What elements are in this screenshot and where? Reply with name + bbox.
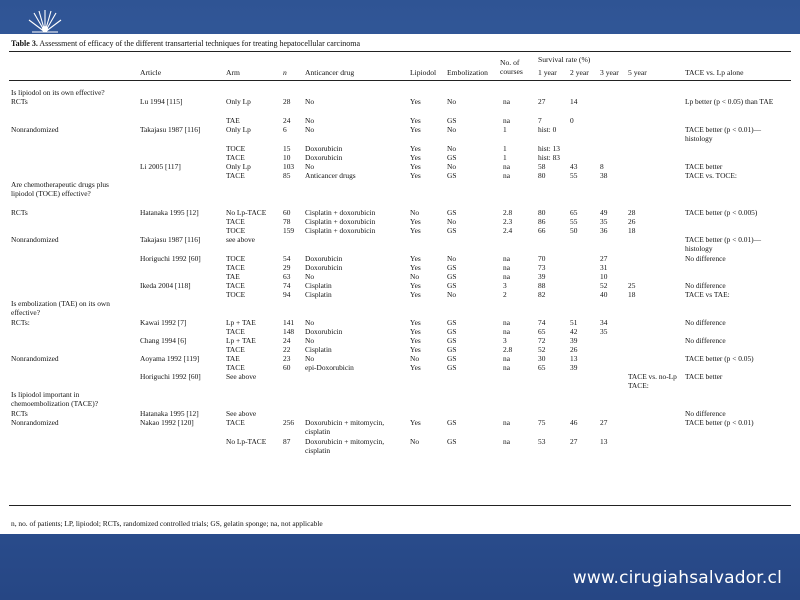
table-cell-arm: Lp + TAE (226, 318, 256, 327)
table-cell-y3: 31 (600, 263, 608, 272)
table-cell-n: 63 (283, 272, 291, 281)
table-cell-y3: 35 (600, 217, 608, 226)
table-cell-y1: 86 (538, 217, 546, 226)
table-cell-arm: TOCE (226, 290, 246, 299)
n-header: n (283, 68, 287, 77)
table-cell-y3: 27 (600, 254, 608, 263)
table-cell-y1: 53 (538, 437, 546, 446)
table-cell-lip: Yes (410, 171, 421, 180)
table-cell-courses: na (503, 272, 510, 281)
table-cell-courses: na (503, 116, 510, 125)
table-cell-n: 10 (283, 153, 291, 162)
table-title: Assessment of efficacy of the different transarterial techniques for treating hepatocellular carcinoma (39, 39, 361, 48)
table-cell-lip: No (410, 208, 420, 217)
header-rule (9, 80, 791, 81)
table-cell-y2: 42 (570, 327, 578, 336)
table-cell-n: 29 (283, 263, 291, 272)
table-cell-lip: Yes (410, 162, 421, 171)
table-cell-arm: TAE (226, 116, 240, 125)
bottom-rule (9, 505, 791, 506)
table-cell-emb: GS (447, 208, 457, 217)
table-cell-arm: TACE (226, 171, 245, 180)
table-cell-y1: 70 (538, 254, 546, 263)
table-cell-y5: 25 (628, 281, 636, 290)
table-cell-courses: 1 (503, 144, 507, 153)
table-cell-courses: 3 (503, 281, 507, 290)
table-cell-drug: No (305, 272, 315, 281)
table-cell-n: 54 (283, 254, 291, 263)
table-cell-conclusion: TACE vs. TOCE: (685, 171, 737, 180)
table-cell-arm: TOCE (226, 254, 246, 263)
table-cell-lip: Yes (410, 345, 421, 354)
table-cell-lip: Yes (410, 336, 421, 345)
table-cell-drug: Cisplatin + doxorubicin (305, 226, 376, 235)
top-rule (9, 51, 791, 52)
table-cell-drug: No (305, 97, 315, 106)
table-cell-emb: No (447, 217, 457, 226)
table-cell-conclusion: No difference (685, 409, 726, 418)
table-cell-y3: 27 (600, 418, 608, 427)
table-cell-y1: 65 (538, 363, 546, 372)
table-cell-y3: 49 (600, 208, 608, 217)
table-cell-lip: Yes (410, 263, 421, 272)
table-cell-n: 141 (283, 318, 295, 327)
table-cell-conclusion: TACE vs TAE: (685, 290, 730, 299)
table-cell-arm: TACE (226, 363, 245, 372)
table-cell-emb: GS (447, 116, 457, 125)
table-cell-lip: Yes (410, 418, 421, 427)
table-cell-y1: 88 (538, 281, 546, 290)
article-header: Article (140, 68, 162, 77)
table-cell-lip: Yes (410, 153, 421, 162)
table-cell-arm: No Lp-TACE (226, 208, 267, 217)
table-cell-y5: 18 (628, 290, 636, 299)
table-cell-arm: TACE (226, 345, 245, 354)
table-cell-y1: 82 (538, 290, 546, 299)
table-cell-article: Horiguchi 1992 [60] (140, 372, 201, 381)
table-cell-emb: GS (447, 226, 457, 235)
table-cell-y1: 27 (538, 97, 546, 106)
table-cell-design: Nonrandomized (11, 235, 59, 244)
table-cell-conclusion: TACE better (p < 0.01)—histology (685, 125, 762, 144)
table-cell-emb: No (447, 162, 457, 171)
table-cell-n: 94 (283, 290, 291, 299)
table-cell-y3: 52 (600, 281, 608, 290)
table-cell-lip: Yes (410, 281, 421, 290)
table-cell-article: Kawai 1992 [7] (140, 318, 187, 327)
table-cell-design: RCTs (11, 97, 28, 106)
table-cell-drug: epi-Doxorubicin (305, 363, 354, 372)
table-cell-emb: GS (447, 336, 457, 345)
table-cell-conclusion: TACE better (685, 162, 723, 171)
table-cell-article: Hatanaka 1995 [12] (140, 409, 199, 418)
table-cell-drug: No (305, 125, 315, 134)
table-cell-courses: na (503, 263, 510, 272)
table-cell-article: Aoyama 1992 [119] (140, 354, 200, 363)
table-cell-courses: na (503, 354, 510, 363)
table-cell-lip: Yes (410, 290, 421, 299)
table-cell-emb: GS (447, 318, 457, 327)
table-cell-y1: 65 (538, 327, 546, 336)
table-cell-drug: Doxorubicin + mitomycin, cisplatin (305, 437, 385, 456)
table-cell-y3: 38 (600, 171, 608, 180)
table-cell-courses: 2.3 (503, 217, 513, 226)
table-cell-courses: na (503, 97, 510, 106)
table-cell-y1: 73 (538, 263, 546, 272)
table-cell-y2: 55 (570, 217, 578, 226)
table-cell-drug: Doxorubicin (305, 153, 343, 162)
table-cell-y5: 18 (628, 226, 636, 235)
year5-header: 5 year (628, 68, 647, 77)
table-cell-y2: 39 (570, 336, 578, 345)
table-cell-y1: hist: 13 (538, 144, 560, 153)
table-cell-drug: Cisplatin (305, 281, 332, 290)
arm-header: Arm (226, 68, 240, 77)
table-cell-arm: TAE (226, 272, 240, 281)
table-cell-n: 148 (283, 327, 295, 336)
table-cell-conclusion: TACE better (685, 372, 723, 381)
table-cell-conclusion: TACE better (p < 0.05) (685, 354, 754, 363)
table-cell-emb: GS (447, 171, 457, 180)
table-cell-y2: 43 (570, 162, 578, 171)
table-cell-article: Nakao 1992 [120] (140, 418, 194, 427)
table-cell-design: RCTs (11, 208, 28, 217)
table-cell-emb: GS (447, 272, 457, 281)
lipiodol-header: Lipiodol (410, 68, 437, 77)
table-cell-y2: 50 (570, 226, 578, 235)
table-cell-arm: Only Lp (226, 125, 251, 134)
table-cell-n: 24 (283, 336, 291, 345)
table-cell-y2: 65 (570, 208, 578, 217)
table-cell-y2: 46 (570, 418, 578, 427)
survival-group-header: Survival rate (%) (538, 55, 591, 64)
table-cell-arm: Lp + TAE (226, 336, 256, 345)
table-cell-design: Nonrandomized (11, 354, 59, 363)
table-cell-y3: 36 (600, 226, 608, 235)
table-cell-courses: 1 (503, 153, 507, 162)
table-cell-conclusion: TACE better (p < 0.01) (685, 418, 754, 427)
table-cell-y2: 55 (570, 171, 578, 180)
table-cell-conclusion: TACE better (p < 0.005) (685, 208, 758, 217)
table-cell-emb: No (447, 144, 457, 153)
table-cell-conclusion: No difference (685, 318, 726, 327)
table-cell-drug: No (305, 354, 315, 363)
table-cell-conclusion: No difference (685, 281, 726, 290)
table-cell-y2: 39 (570, 363, 578, 372)
footer-url: www.cirugiahsalvador.cl (572, 568, 782, 588)
table-cell-y2: 26 (570, 345, 578, 354)
table-footnote: n, no. of patients; LP, lipiodol; RCTs, randomized controlled trials; GS, gelatin sponge; na, not applicable (11, 519, 323, 528)
table-cell-design: RCTs: (11, 318, 30, 327)
table-cell-conclusion: Lp better (p < 0.05) than TAE (685, 97, 774, 106)
table-cell-y3: 13 (600, 437, 608, 446)
courses-header: No. of courses (500, 58, 523, 76)
table-cell-article: Takajasu 1987 [116] (140, 125, 201, 134)
table-cell-design: Nonrandomized (11, 418, 59, 427)
table-cell-n: 6 (283, 125, 287, 134)
table-cell-courses: na (503, 254, 510, 263)
table-cell-y1: hist: 83 (538, 153, 560, 162)
table-cell-y1: 80 (538, 171, 546, 180)
table-cell-lip: No (410, 354, 420, 363)
table-cell-emb: GS (447, 363, 457, 372)
drug-header: Anticancer drug (305, 68, 355, 77)
table-cell-y1: 80 (538, 208, 546, 217)
table-cell-y5: 28 (628, 208, 636, 217)
table-cell-arm: See above (226, 409, 257, 418)
table-cell-arm: TAE (226, 354, 240, 363)
table-cell-lip: Yes (410, 125, 421, 134)
table-cell-y1: 74 (538, 318, 546, 327)
table-cell-emb: No (447, 97, 457, 106)
table-cell-drug: Cisplatin + doxorubicin (305, 217, 376, 226)
table-cell-arm: TACE (226, 153, 245, 162)
table-cell-lip: Yes (410, 327, 421, 336)
table-cell-y3: 10 (600, 272, 608, 281)
table-cell-lip: Yes (410, 363, 421, 372)
table-cell-n: 159 (283, 226, 295, 235)
table-cell-drug: No (305, 116, 315, 125)
table-cell-emb: GS (447, 281, 457, 290)
table-cell-y3: 35 (600, 327, 608, 336)
table-cell-courses: 2.8 (503, 208, 513, 217)
table-cell-arm: TACE (226, 327, 245, 336)
section-heading: Is embolization (TAE) on its own effective? (11, 299, 110, 318)
table-cell-courses: na (503, 327, 510, 336)
table-cell-lip: Yes (410, 254, 421, 263)
table-cell-n: 60 (283, 208, 291, 217)
table-cell-y3: 8 (600, 162, 604, 171)
table-cell-lip: Yes (410, 116, 421, 125)
year3-header: 3 year (600, 68, 619, 77)
table-cell-n: 28 (283, 97, 291, 106)
table-cell-courses: na (503, 418, 510, 427)
table-cell-courses: na (503, 318, 510, 327)
table-cell-y3: 34 (600, 318, 608, 327)
table-cell-lip: No (410, 437, 420, 446)
table-cell-lip: Yes (410, 97, 421, 106)
table-cell-emb: No (447, 125, 457, 134)
table-panel (0, 34, 800, 534)
table-cell-n: 103 (283, 162, 295, 171)
table-cell-article: Li 2005 [117] (140, 162, 181, 171)
table-cell-y1: 7 (538, 116, 542, 125)
table-cell-y2: 51 (570, 318, 578, 327)
table-cell-arm: See above (226, 372, 257, 381)
table-cell-conclusion: No difference (685, 254, 726, 263)
table-cell-courses: 3 (503, 336, 507, 345)
year1-header: 1 year (538, 68, 557, 77)
table-cell-courses: na (503, 437, 510, 446)
table-cell-drug: No (305, 336, 315, 345)
table-cell-courses: 2 (503, 290, 507, 299)
table-cell-emb: GS (447, 354, 457, 363)
table-cell-design: RCTs (11, 409, 28, 418)
table-cell-y3: 40 (600, 290, 608, 299)
table-cell-drug: Doxorubicin + mitomycin, cisplatin (305, 418, 385, 437)
table-cell-drug: Doxorubicin (305, 263, 343, 272)
table-cell-conclusion: No difference (685, 336, 726, 345)
table-cell-y1: hist: 0 (538, 125, 557, 134)
table-cell-emb: GS (447, 345, 457, 354)
table-cell-y2: 0 (570, 116, 574, 125)
logo-icon (28, 8, 62, 34)
table-cell-drug: Doxorubicin (305, 144, 343, 153)
embolization-header: Embolization (447, 68, 488, 77)
table-cell-courses: na (503, 171, 510, 180)
table-caption (11, 39, 791, 48)
table-cell-drug: Cisplatin + doxorubicin (305, 208, 376, 217)
table-cell-article: Horiguchi 1992 [60] (140, 254, 201, 263)
table-cell-arm: Only Lp (226, 162, 251, 171)
table-cell-y1: 72 (538, 336, 546, 345)
table-cell-courses: 2.4 (503, 226, 513, 235)
table-cell-y1: 75 (538, 418, 546, 427)
table-cell-article: Chang 1994 [6] (140, 336, 187, 345)
table-cell-article: Takajasu 1987 [116] (140, 235, 201, 244)
table-cell-emb: GS (447, 153, 457, 162)
table-cell-n: 78 (283, 217, 291, 226)
year2-header: 2 year (570, 68, 589, 77)
table-cell-arm: Only Lp (226, 97, 251, 106)
table-cell-arm: TOCE (226, 226, 246, 235)
table-cell-emb: No (447, 290, 457, 299)
table-cell-courses: na (503, 162, 510, 171)
table-cell-n: 87 (283, 437, 291, 446)
table-cell-y1: 66 (538, 226, 546, 235)
table-cell-article: Lu 1994 [115] (140, 97, 183, 106)
table-cell-n: 85 (283, 171, 291, 180)
table-cell-n: 60 (283, 363, 291, 372)
table-cell-emb: GS (447, 263, 457, 272)
table-cell-y5: TACE vs. no-Lp TACE: (628, 372, 677, 391)
table-cell-lip: Yes (410, 226, 421, 235)
table-cell-arm: TOCE (226, 144, 246, 153)
section-heading: Is lipiodol on its own effective? (11, 88, 105, 97)
table-cell-emb: GS (447, 418, 457, 427)
table-cell-lip: No (410, 272, 420, 281)
table-cell-courses: na (503, 363, 510, 372)
table-cell-n: 22 (283, 345, 291, 354)
table-cell-n: 74 (283, 281, 291, 290)
section-heading: Are chemotherapeutic drugs plus lipiodol (TOCE) effective? (11, 180, 109, 199)
table-cell-y2: 14 (570, 97, 578, 106)
table-cell-courses: 2.8 (503, 345, 513, 354)
table-cell-article: Hatanaka 1995 [12] (140, 208, 199, 217)
table-cell-lip: Yes (410, 217, 421, 226)
table-cell-emb: GS (447, 327, 457, 336)
table-cell-n: 24 (283, 116, 291, 125)
table-cell-drug: Cisplatin (305, 290, 332, 299)
table-cell-drug: No (305, 162, 315, 171)
table-cell-arm: TACE (226, 217, 245, 226)
table-cell-drug: Anticancer drugs (305, 171, 356, 180)
table-label: Table 3. (11, 39, 38, 48)
table-cell-y1: 30 (538, 354, 546, 363)
table-cell-emb: No (447, 254, 457, 263)
conclusion-header: TACE vs. Lp alone (685, 68, 744, 77)
table-cell-courses: 1 (503, 125, 507, 134)
table-cell-drug: Doxorubicin (305, 327, 343, 336)
table-cell-y1: 52 (538, 345, 546, 354)
table-cell-arm: TACE (226, 418, 245, 427)
table-cell-y2: 27 (570, 437, 578, 446)
table-cell-article: Ikeda 2004 [118] (140, 281, 191, 290)
table-cell-y2: 13 (570, 354, 578, 363)
table-cell-y1: 39 (538, 272, 546, 281)
table-cell-lip: Yes (410, 318, 421, 327)
table-cell-emb: GS (447, 437, 457, 446)
table-cell-n: 256 (283, 418, 295, 427)
table-cell-drug: Cisplatin (305, 345, 332, 354)
table-cell-arm: see above (226, 235, 255, 244)
table-cell-n: 15 (283, 144, 291, 153)
table-cell-drug: No (305, 318, 315, 327)
table-cell-design: Nonrandomized (11, 125, 59, 134)
table-cell-y1: 58 (538, 162, 546, 171)
table-cell-conclusion: TACE better (p < 0.01)—histology (685, 235, 762, 254)
table-cell-lip: Yes (410, 144, 421, 153)
table-cell-drug: Doxorubicin (305, 254, 343, 263)
table-cell-arm: TACE (226, 281, 245, 290)
table-cell-arm: TACE (226, 263, 245, 272)
table-cell-arm: No Lp-TACE (226, 437, 267, 446)
section-heading: Is lipiodol important in chemoembolization (TACE)? (11, 390, 99, 409)
table-cell-y5: 26 (628, 217, 636, 226)
table-cell-n: 23 (283, 354, 291, 363)
